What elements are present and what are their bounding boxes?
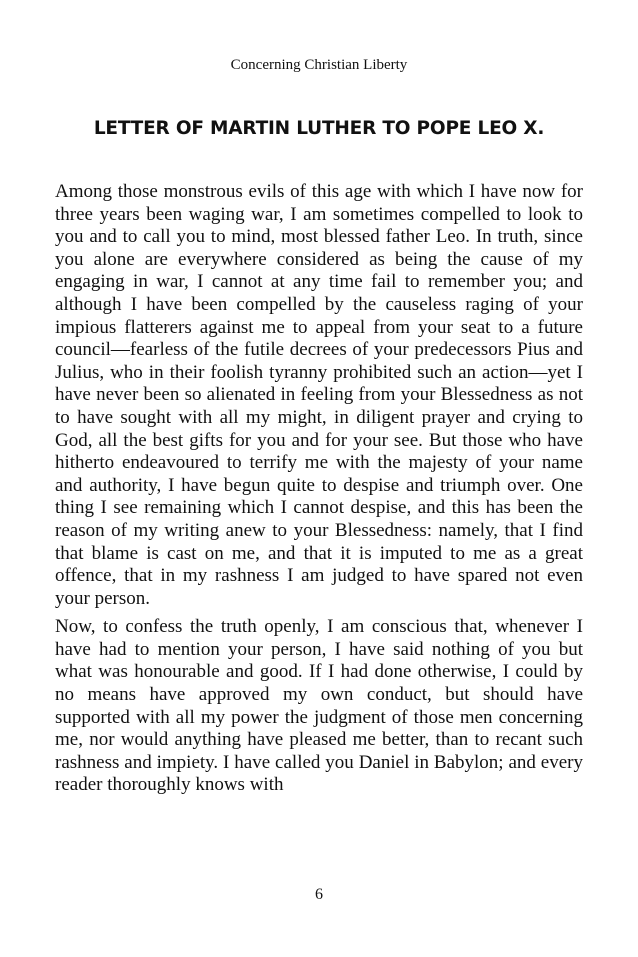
chapter-title: LETTER OF MARTIN LUTHER TO POPE LEO X.: [93, 118, 545, 139]
paragraph-1: Among those monstrous evils of this age with which I have now for three years been waging war, I am sometimes compelled to look to you and to call you to mind, most blessed father Leo. In truth, since you alone are everywhere considered as being the cause of my engaging in war, I cannot at any time fail to remember you; and although I have been compelled by the causeless raging of your impious flatterers against me to appeal from your seat to a future council—fearless of the futile decrees of your predecessors Pius and Julius, who in their foolish tyranny prohibited such an action—yet I have never been so alienated in feeling from your Blessedness as not to have sought with all my might, in diligent prayer and crying to God, all the best gifts for you and for your see. But those who have hitherto endeavoured to terrify me with the majesty of your name and authority, I have begun quite to despise and triumph over. One thing I see remaining which I cannot despise, and this has been the reason of my writing anew to your Blessedness: namely, that I find that blame is cast on me, and that it is imputed to me as a great offence, that in my rashness I am judged to have spared not even your person.: [55, 181, 583, 609]
page-number: 6: [315, 886, 323, 903]
paragraph-2: Now, to confess the truth openly, I am conscious that, whenever I have had to mention your person, I have said nothing of you but what was honourable and good. If I had done otherwise, I could by no means have approved my own conduct, but should have supported with all my power the judgment of those men concerning me, nor would anything have pleased me better, than to recant such rashness and impiety. I have called you Daniel in Babylon; and every reader thoroughly knows with: [55, 616, 583, 796]
body-text: [55, 181, 583, 803]
running-head: Concerning Christian Liberty: [230, 57, 408, 73]
